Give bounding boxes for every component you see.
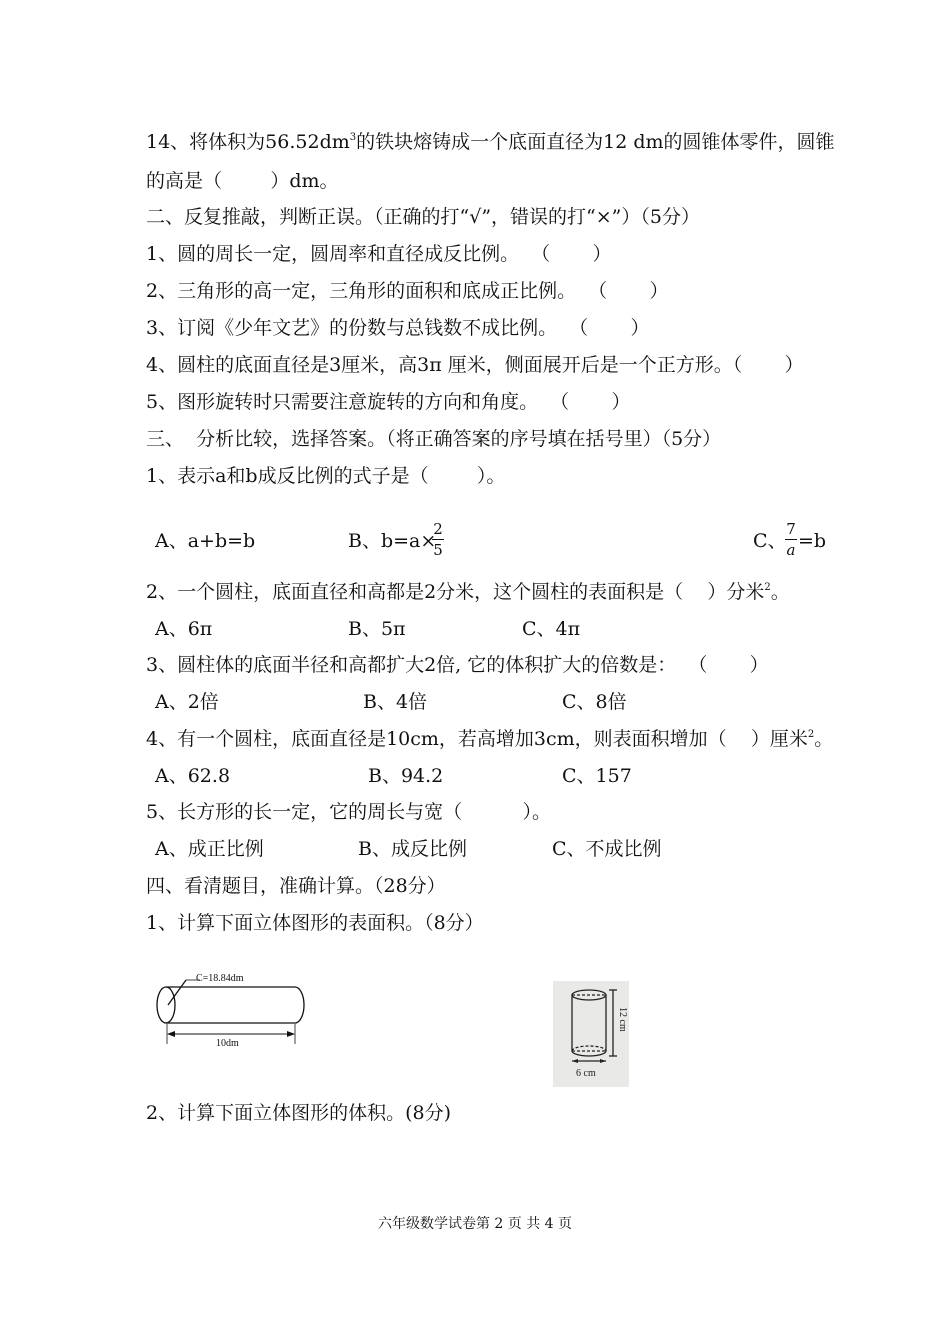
diameter-label: 6 cm [576, 1068, 596, 1079]
fraction-bar [432, 539, 444, 540]
section3-heading: 三、 分析比较，选择答案。（将正确答案的序号填在括号里）（5分） [146, 428, 722, 450]
section2-heading: 二、反复推敲，判断正误。（正确的打“√”，错误的打“×”）（5分） [146, 206, 700, 228]
s3-q5-option-a: A、成正比例 [155, 838, 264, 860]
s3-q4-text: 4、有一个圆柱，底面直径是10cm，若高增加3cm，则表面积增加（ ）厘米 [146, 728, 808, 750]
s3-q2-option-c: C、4π [522, 618, 581, 640]
s3-q3-stem: 3、圆柱体的底面半径和高都扩大2倍, 它的体积扩大的倍数是： （ ） [146, 654, 769, 676]
vertical-cylinder-figure [553, 981, 629, 1087]
s3-q4-superscript: 2 [807, 729, 815, 740]
q14-text-a: 14、将体积为56.52dm [146, 131, 350, 153]
fraction-denominator: a [786, 541, 796, 559]
fraction-bar [785, 539, 797, 540]
s3-q1-option-b-fraction [432, 521, 444, 558]
s3-q2-text: 2、一个圆柱，底面直径和高都是2分米，这个圆柱的表面积是（ ）分米 [146, 581, 765, 603]
s3-q1-option-c-tail: =b [798, 530, 827, 552]
length-label: 10dm [216, 1038, 239, 1049]
s3-q2-superscript: 2 [764, 582, 771, 593]
section4-heading: 四、看清题目，准确计算。（28分） [146, 875, 446, 897]
s3-q4-option-a: A、62.8 [155, 765, 231, 787]
height-label: 12 cm [617, 1007, 628, 1032]
s3-q5-stem: 5、长方形的长一定，它的周长与宽（ ）。 [146, 801, 551, 823]
horizontal-cylinder-figure [150, 966, 320, 1051]
s3-q2-stem [146, 580, 790, 604]
q14-line2: 的高是（ ）dm。 [146, 170, 339, 192]
s4-q1-text: 1、计算下面立体图形的表面积。（8分） [146, 912, 484, 934]
s3-q2-option-b: B、5π [348, 618, 406, 640]
s3-q2-option-a: A、6π [155, 618, 213, 640]
s3-q4-option-b: B、94.2 [368, 765, 444, 787]
fraction-denominator: 5 [433, 541, 443, 559]
s3-q1-option-b: B、b=a× [348, 530, 437, 552]
q14-superscript: 3 [349, 132, 357, 143]
s3-q4-option-c: C、157 [562, 765, 632, 787]
s3-q3-option-c: C、8倍 [562, 691, 627, 713]
section2-item-2: 2、三角形的高一定，三角形的面积和底成正比例。 （ ） [146, 280, 669, 302]
s3-q1-option-a: A、a+b=b [155, 530, 256, 552]
s4-q2-text: 2、计算下面立体图形的体积。(8分) [146, 1102, 452, 1124]
s3-q1-stem: 1、表示a和b成反比例的式子是（ ）。 [146, 465, 506, 487]
s3-q4-stem [146, 727, 833, 751]
fraction-numerator: 7 [786, 520, 796, 538]
s3-q5-option-c: C、不成比例 [552, 838, 662, 860]
page-footer: 六年级数学试卷第 2 页 共 4 页 [377, 1216, 573, 1232]
circumference-label: C=18.84dm [196, 973, 244, 984]
fraction-numerator: 2 [433, 520, 443, 538]
s3-q5-option-b: B、成反比例 [358, 838, 467, 860]
s3-q3-option-b: B、4倍 [363, 691, 428, 713]
s3-q2-end: 。 [770, 581, 790, 603]
section2-item-5: 5、图形旋转时只需要注意旋转的方向和角度。 （ ） [146, 391, 631, 413]
s3-q3-option-a: A、2倍 [155, 691, 219, 713]
section2-item-1: 1、圆的周长一定，圆周率和直径成反比例。 （ ） [146, 243, 612, 265]
s3-q1-option-c: C、 [753, 530, 787, 552]
section2-item-4: 4、圆柱的底面直径是3厘米，高3π 厘米，侧面展开后是一个正方形。（ ） [146, 354, 804, 376]
s3-q1-option-c-fraction [785, 521, 797, 558]
s3-q4-end: 。 [814, 728, 834, 750]
q14-text-b: 的铁块熔铸成一个底面直径为12 dm的圆锥体零件，圆锥 [356, 131, 835, 153]
section2-item-3: 3、订阅《少年文艺》的份数与总钱数不成比例。 （ ） [146, 317, 650, 339]
q14-line1 [146, 130, 835, 154]
